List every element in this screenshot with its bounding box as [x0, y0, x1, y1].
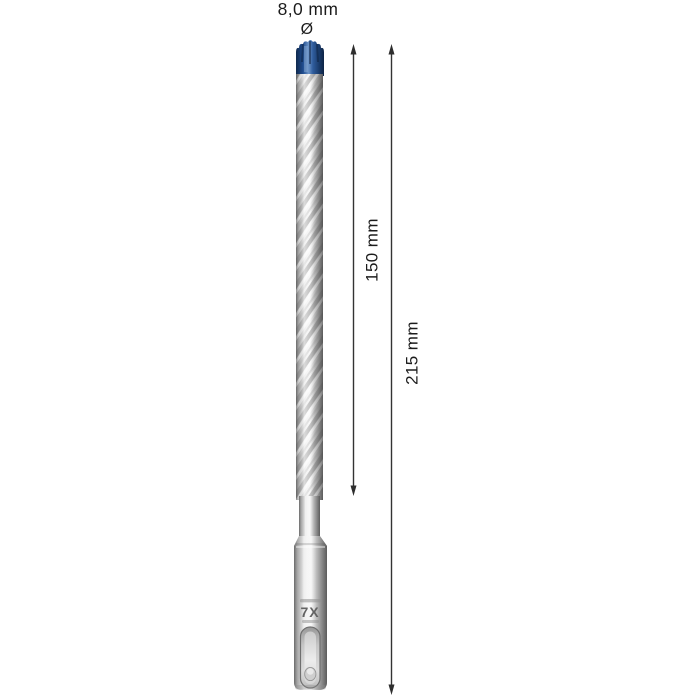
working-length-label: 150 mm: [362, 218, 382, 282]
sds-groove: [301, 627, 321, 688]
drill-neck: [299, 496, 320, 538]
drill-flute: [296, 74, 323, 500]
dimension-215-arrow-down: [389, 685, 395, 696]
drill-bit: [294, 40, 327, 690]
drill-tip: [296, 40, 324, 76]
dimension-215: [389, 44, 395, 695]
shank-micro-marking-bottom: [302, 620, 319, 623]
total-length-label: 215 mm: [402, 321, 422, 385]
dimension-215-arrow-up: [389, 44, 395, 55]
shank-bottom-shadow: [295, 685, 326, 690]
shank-micro-marking-top: [300, 599, 321, 602]
drill-shank: [294, 536, 327, 690]
dimension-150-arrow-up: [351, 44, 357, 55]
dimension-150-arrow-down: [351, 486, 357, 497]
tip-highlight: [304, 46, 308, 72]
groove-ball-highlight: [307, 668, 314, 674]
diameter-value-label: 8,0 mm: [277, 0, 339, 19]
diameter-symbol-label: Ø: [300, 21, 314, 38]
dimension-150: [351, 44, 357, 496]
shank-marking-text: 7X: [300, 604, 320, 620]
